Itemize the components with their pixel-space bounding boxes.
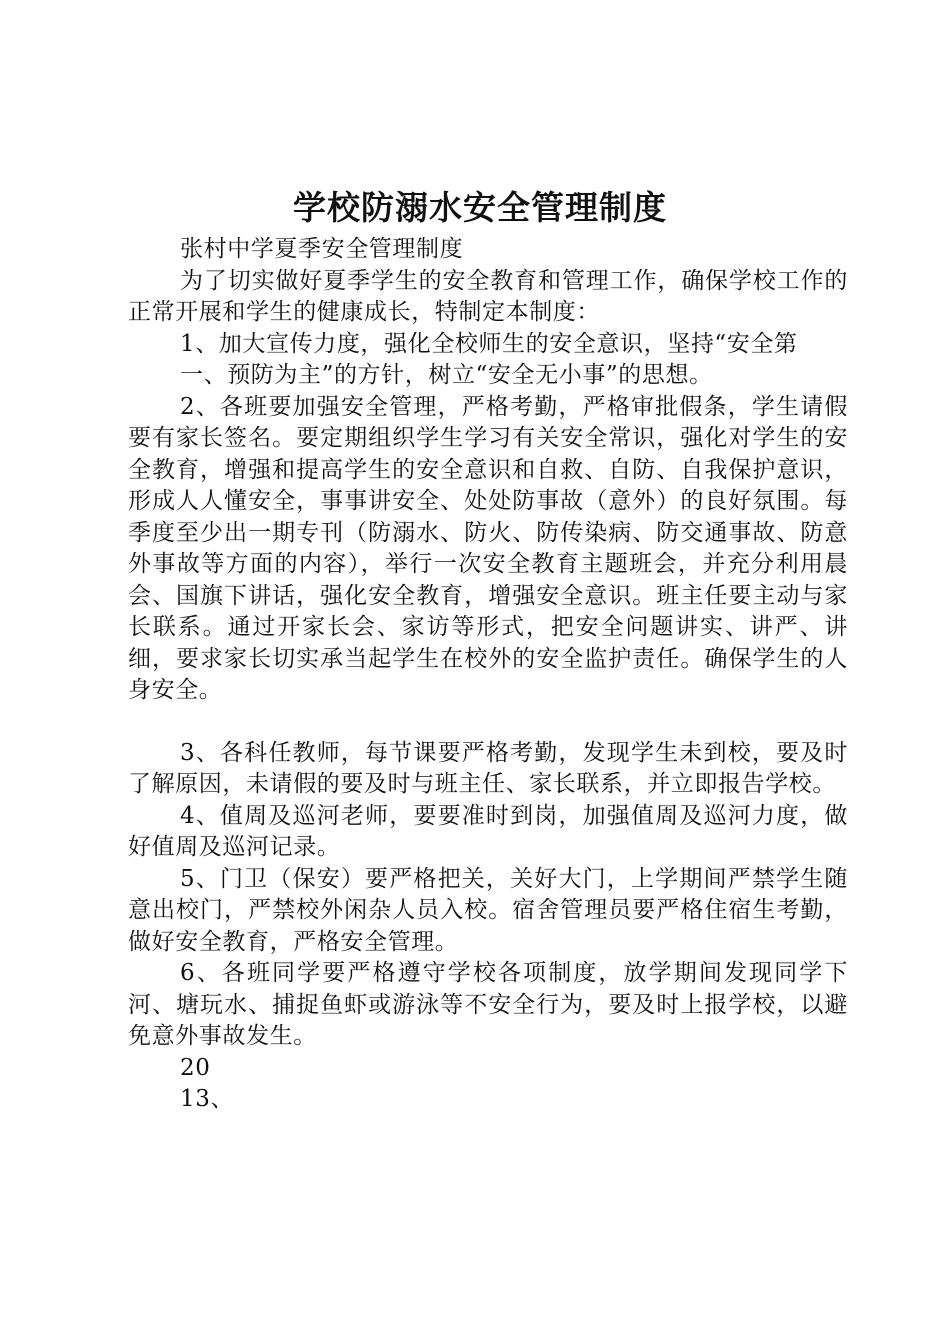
- rule-1-paragraph: 1、加大宣传力度，强化全校师生的安全意识，坚持“安全第: [180, 330, 798, 357]
- trailing-fragment-paragraph: 13、: [180, 1086, 235, 1112]
- rule-1-continued-paragraph: 一、预防为主”的方针，树立“安全无小事”的思想。: [180, 362, 713, 388]
- document-body: [128, 234, 848, 1116]
- rule-4-paragraph: 4、值周及巡河老师，要要准时到岗，加强值周及巡河力度，做好值周及巡河记录。: [128, 802, 848, 860]
- rule-2-paragraph: 2、各班要加强安全管理，严格考勤，严格审批假条，学生请假要有家长签名。要定期组织学生学习有关安全常识，强化对学生的安全教育，增强和提高学生的安全意识和自救、自防、自我保护意识，形成人人懂安全，事事讲安全、处处防事故（意外）的良好氛围。每季度至少出一期专刊（防溺水、防火、防传染病、防交通事故、防意外事故等方面的内容），举行一次安全教育主题班会，并充分利用晨会、国旗下讲话，强化安全教育，增强安全意识。班主任要主动与家长联系。通过开家长会、家访等形式，把安全问题讲实、讲严、讲细，要求家长切实承当起学生在校外的安全监护责任。确保学生的人身安全。: [128, 393, 848, 703]
- intro-paragraph: 为了切实做好夏季学生的安全教育和管理工作，确保学校工作的正常开展和学生的健康成长，特制定本制度：: [128, 267, 848, 325]
- subtitle-paragraph: 张村中学夏季安全管理制度: [180, 236, 464, 262]
- rule-3-paragraph: 3、各科任教师，每节课要严格考勤，发现学生未到校，要及时了解原因，未请假的要及时与班主任、家长联系，并立即报告学校。: [128, 739, 848, 797]
- rule-6-paragraph: 6、各班同学要严格遵守学校各项制度，放学期间发现同学下河、塘玩水、捕捉鱼虾或游泳等不安全行为，要及时上报学校，以避免意外事故发生。: [128, 960, 848, 1049]
- trailing-number-paragraph: 20: [180, 1054, 211, 1081]
- document-title: 学校防溺水安全管理制度: [293, 188, 667, 227]
- rule-5-paragraph: 5、门卫（保安）要严格把关，关好大门，上学期间严禁学生随意出校门，严禁校外闲杂人员入校。宿舍管理员要严格住宿生考勤，做好安全教育，严格安全管理。: [128, 865, 848, 955]
